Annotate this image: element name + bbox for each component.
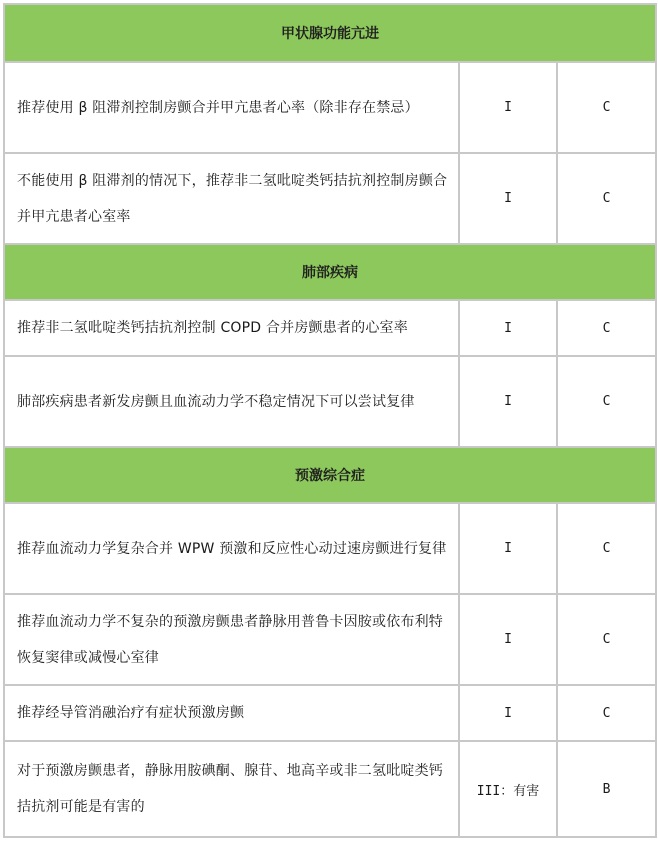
section-header-row [4,4,656,62]
evidence-level: C [557,300,656,356]
recommendation-class: I [459,594,557,685]
recommendation-table [3,3,657,838]
recommendation-class: I [459,153,557,244]
recommendation-class: I [459,62,557,153]
table-row [4,300,656,356]
section-header-row [4,244,656,300]
table-row [4,153,656,244]
section-title: 甲状腺功能亢进 [4,4,656,62]
recommendation-text: 推荐血流动力学复杂合并 WPW 预激和反应性心动过速房颤进行复律 [4,503,459,594]
recommendation-class: I [459,356,557,447]
table-row [4,685,656,741]
recommendation-text: 推荐经导管消融治疗有症状预激房颤 [4,685,459,741]
recommendation-class: I [459,503,557,594]
recommendation-class: I [459,300,557,356]
recommendation-text: 对于预激房颤患者，静脉用胺碘酮、腺苷、地高辛或非二氢吡啶类钙拮抗剂可能是有害的 [4,741,459,837]
section-header-row [4,447,656,503]
recommendation-class: I [459,685,557,741]
table-row [4,594,656,685]
recommendation-text: 推荐血流动力学不复杂的预激房颤患者静脉用普鲁卡因胺或依布利特恢复窦律或减慢心室律 [4,594,459,685]
table-row [4,741,656,837]
evidence-level: C [557,153,656,244]
recommendation-class: III：有害 [459,741,557,837]
section-title: 肺部疾病 [4,244,656,300]
recommendation-text: 推荐使用 β 阻滞剂控制房颤合并甲亢患者心率（除非存在禁忌） [4,62,459,153]
evidence-level: C [557,356,656,447]
recommendation-text: 推荐非二氢吡啶类钙拮抗剂控制 COPD 合并房颤患者的心室率 [4,300,459,356]
section-title: 预激综合症 [4,447,656,503]
table-row [4,503,656,594]
table-row [4,356,656,447]
evidence-level: C [557,594,656,685]
recommendation-text: 不能使用 β 阻滞剂的情况下，推荐非二氢吡啶类钙拮抗剂控制房颤合并甲亢患者心室率 [4,153,459,244]
evidence-level: B [557,741,656,837]
evidence-level: C [557,62,656,153]
evidence-level: C [557,685,656,741]
table-row [4,62,656,153]
recommendation-text: 肺部疾病患者新发房颤且血流动力学不稳定情况下可以尝试复律 [4,356,459,447]
evidence-level: C [557,503,656,594]
